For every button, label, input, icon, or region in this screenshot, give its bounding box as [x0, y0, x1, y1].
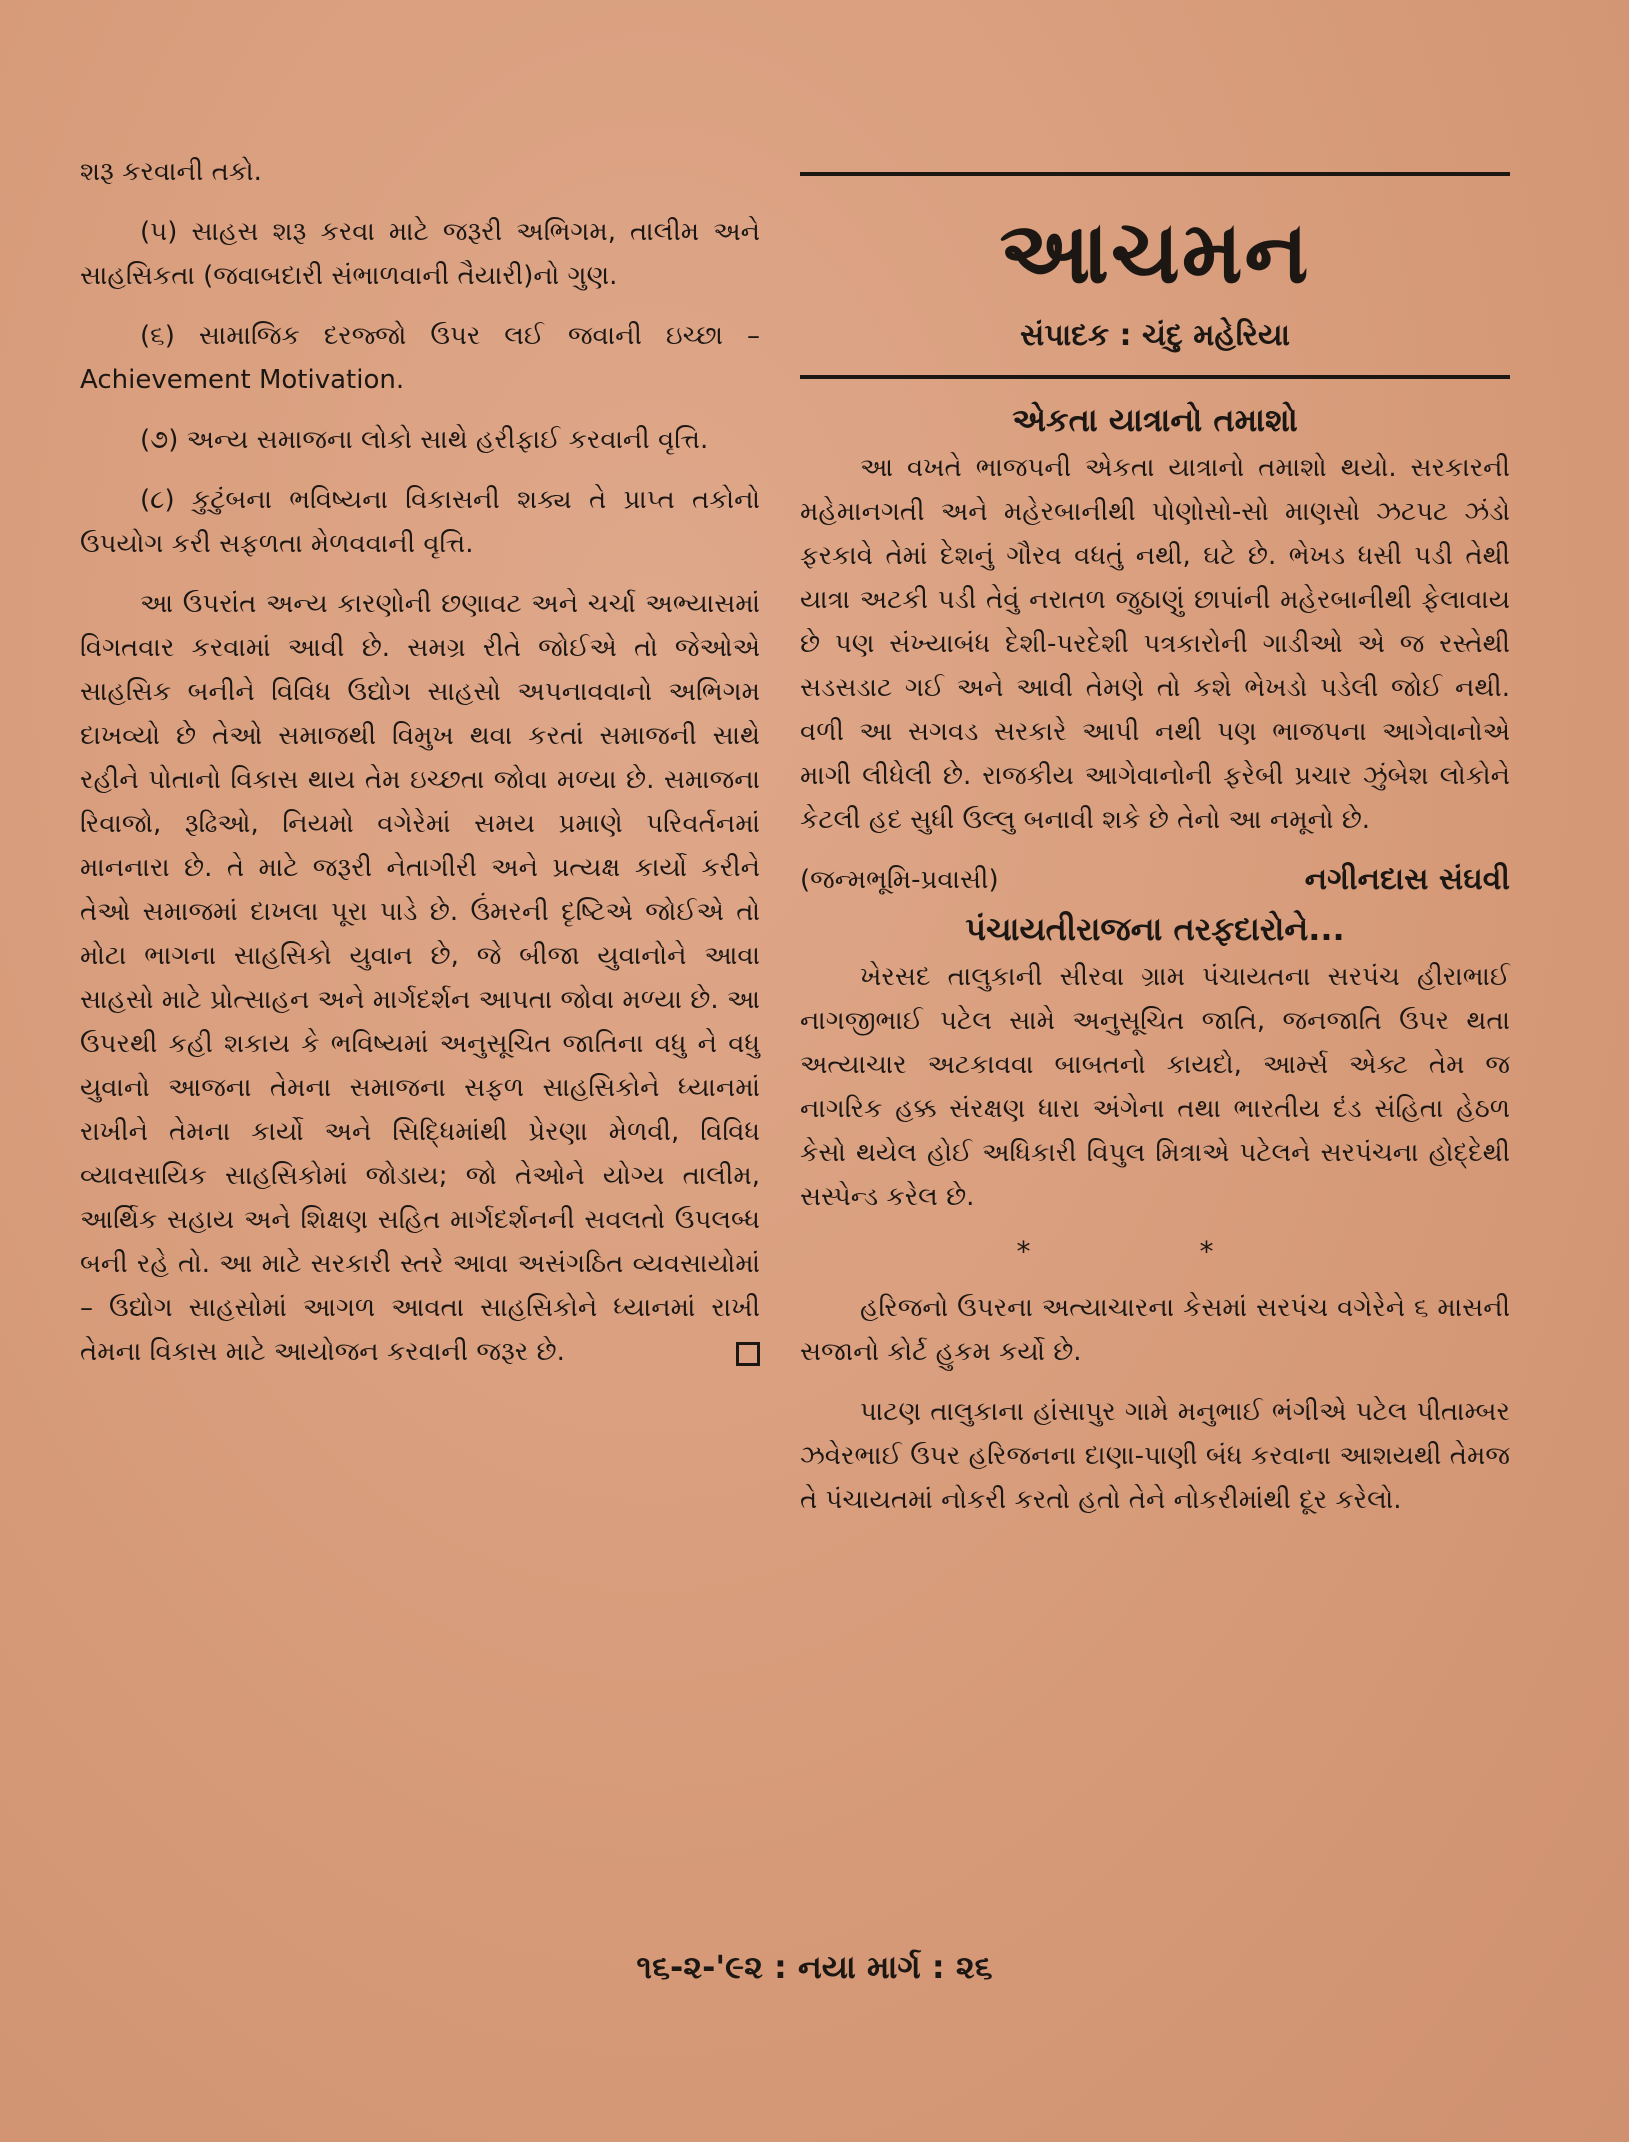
end-mark-icon — [736, 1342, 760, 1366]
byline — [800, 858, 1510, 902]
right-column — [800, 150, 1510, 1538]
section-masthead: આચમન — [999, 203, 1311, 303]
article-body: આ વખતે ભાજપની એકતા યાત્રાનો તમાશો થયો. સરકારની મહેમાનગતી અને મહેરબાનીથી પોણોસો-સો માણસો ઝટપટ ઝંડો ફરકાવે તેમાં દેશનું ગૌરવ વધતું નથી, ઘટે છે. ભેખડ ધસી પડી તેથી યાત્રા અટકી પડી તેવું નરાતળ જુઠાણું છાપાંની મહેરબાનીથી ફેલાવાય છે પણ સંખ્યાબંધ દેશી-પરદેશી પત્રકારોની ગાડીઓ એ જ રસ્તેથી સડસડાટ ગઈ અને આવી તેમણે તો કશે ભેખડો પડેલી જોઈ નથી. વળી આ સગવડ સરકારે આપી નથી પણ ભાજપના આગેવાનોએ માગી લીધેલી છે. રાજકીય આગેવાનોની ફરેબી પ્રચાર ઝુંબેશ લોકોને કેટલી હદ સુધી ઉલ્લુ બનાવી શકે છે તેનો આ નમૂનો છે. — [800, 453, 1510, 835]
article-headline: એકતા યાત્રાનો તમાશો — [1012, 401, 1298, 439]
left-column — [80, 150, 760, 1390]
paragraph — [80, 582, 760, 1374]
article-author: નગીનદાસ સંઘવી — [1304, 862, 1510, 897]
divider — [800, 375, 1510, 379]
article-headline: પંચાયતીરાજના તરફદારોને... — [965, 910, 1345, 948]
paragraph: પાટણ તાલુકાના હાંસાપુર ગામે મનુભાઈ ભંગીએ પટેલ પીતામ્બર ઝવેરભાઈ ઉપર હરિજનના દાણા-પાણી બંધ કરવાના આશયથી તેમજ તે પંચાયતમાં નોકરી કરતો હતો તેને નોકરીમાંથી દૂર કરેલો. — [800, 1397, 1510, 1515]
page-footer: ૧૬-૨-'૯૨ : નયા માર્ગ : ૨૬ — [636, 1948, 993, 1986]
paragraph: (૭) અન્ય સમાજના લોકો સાથે હરીફાઈ કરવાની વૃત્તિ. — [140, 425, 709, 455]
paragraph: (૬) સામાજિક દરજ્જો ઉપર લઈ જવાની ઇચ્છા – Achievement Motivation. — [80, 321, 760, 395]
divider — [800, 172, 1510, 176]
article-body: ખેરસદ તાલુકાની સીરવા ગ્રામ પંચાયતના સરપંચ હીરાભાઈ નાગજીભાઈ પટેલ સામે અનુસૂચિત જાતિ, જનજાતિ ઉપર થતા અત્યાચાર અટકાવવા બાબતનો કાયદો, આર્મ્સ એક્ટ તેમ જ નાગરિક હક્ક સંરક્ષણ ધારા અંગેના તથા ભારતીય દંડ સંહિતા હેઠળ કેસો થયેલ હોઈ અધિકારી વિપુલ મિત્રાએ પટેલને સરપંચના હોદ્દેથી સસ્પેન્ડ કરેલ છે. — [800, 962, 1510, 1212]
paragraph: (૫) સાહસ શરૂ કરવા માટે જરૂરી અભિગમ, તાલીમ અને સાહસિકતા (જવાબદારી સંભાળવાની તૈયારી)નો ગુણ. — [80, 217, 760, 291]
section-separator: * * — [1016, 1235, 1294, 1268]
editor-credit: સંપાદક : ચંદુ મહેરિયા — [1020, 318, 1290, 353]
paragraph-text: આ ઉપરાંત અન્ય કારણોની છણાવટ અને ચર્ચા અભ્યાસમાં વિગતવાર કરવામાં આવી છે. સમગ્ર રીતે જોઈએ તો જેઓએ સાહસિક બનીને વિવિધ ઉદ્યોગ સાહસો અપનાવવાનો અભિગમ દાખવ્યો છે તેઓ સમાજથી વિમુખ થવા કરતાં સમાજની સાથે રહીને પોતાનો વિકાસ થાય તેમ ઇચ્છતા જોવા મળ્યા છે. સમાજના રિવાજો, રૂઢિઓ, નિયમો વગેરેમાં સમય પ્રમાણે પરિવર્તનમાં માનનારા છે. તે માટે જરૂરી નેતાગીરી અને પ્રત્યક્ષ કાર્યો કરીને તેઓ સમાજમાં દાખલા પૂરા પાડે છે. ઉંમરની દૃષ્ટિએ જોઈએ તો મોટા ભાગના સાહસિકો યુવાન છે, જે બીજા યુવાનોને આવા સાહસો માટે પ્રોત્સાહન અને માર્ગદર્શન આપતા જોવા મળ્યા છે. આ ઉપરથી કહી શકાય કે ભવિષ્યમાં અનુસૂચિત જાતિના વધુ ને વધુ યુવાનો આજના તેમના સમાજના સફળ સાહસિકોને ધ્યાનમાં રાખીને તેમના કાર્યો અને સિદ્ધિમાંથી પ્રેરણા મેળવી, વિવિધ વ્યાવસાયિક સાહસિકોમાં જોડાય; જો તેઓને યોગ્ય તાલીમ, આર્થિક સહાય અને શિક્ષણ સહિત માર્ગદર્શનની સવલતો ઉપલબ્ધ બની રહે તો. આ માટે સરકારી સ્તરે આવા અસંગઠિત વ્યવસાયોમાં – ઉદ્યોગ સાહસોમાં આગળ આવતા સાહસિકોને ધ્યાનમાં રાખી તેમના વિકાસ માટે આયોજન કરવાની જરૂર છે. — [80, 589, 760, 1367]
paragraph: હરિજનો ઉપરના અત્યાચારના કેસમાં સરપંચ વગેરેને ૬ માસની સજાનો કોર્ટ હુકમ કર્યો છે. — [800, 1293, 1510, 1367]
paragraph: શરૂ કરવાની તકો. — [80, 157, 262, 187]
article-source: (જન્મભૂમિ-પ્રવાસી) — [800, 865, 999, 895]
paragraph: (૮) કુટુંબના ભવિષ્યના વિકાસની શક્ય તે પ્રાપ્ત તકોનો ઉપયોગ કરી સફળતા મેળવવાની વૃત્તિ. — [80, 485, 760, 559]
